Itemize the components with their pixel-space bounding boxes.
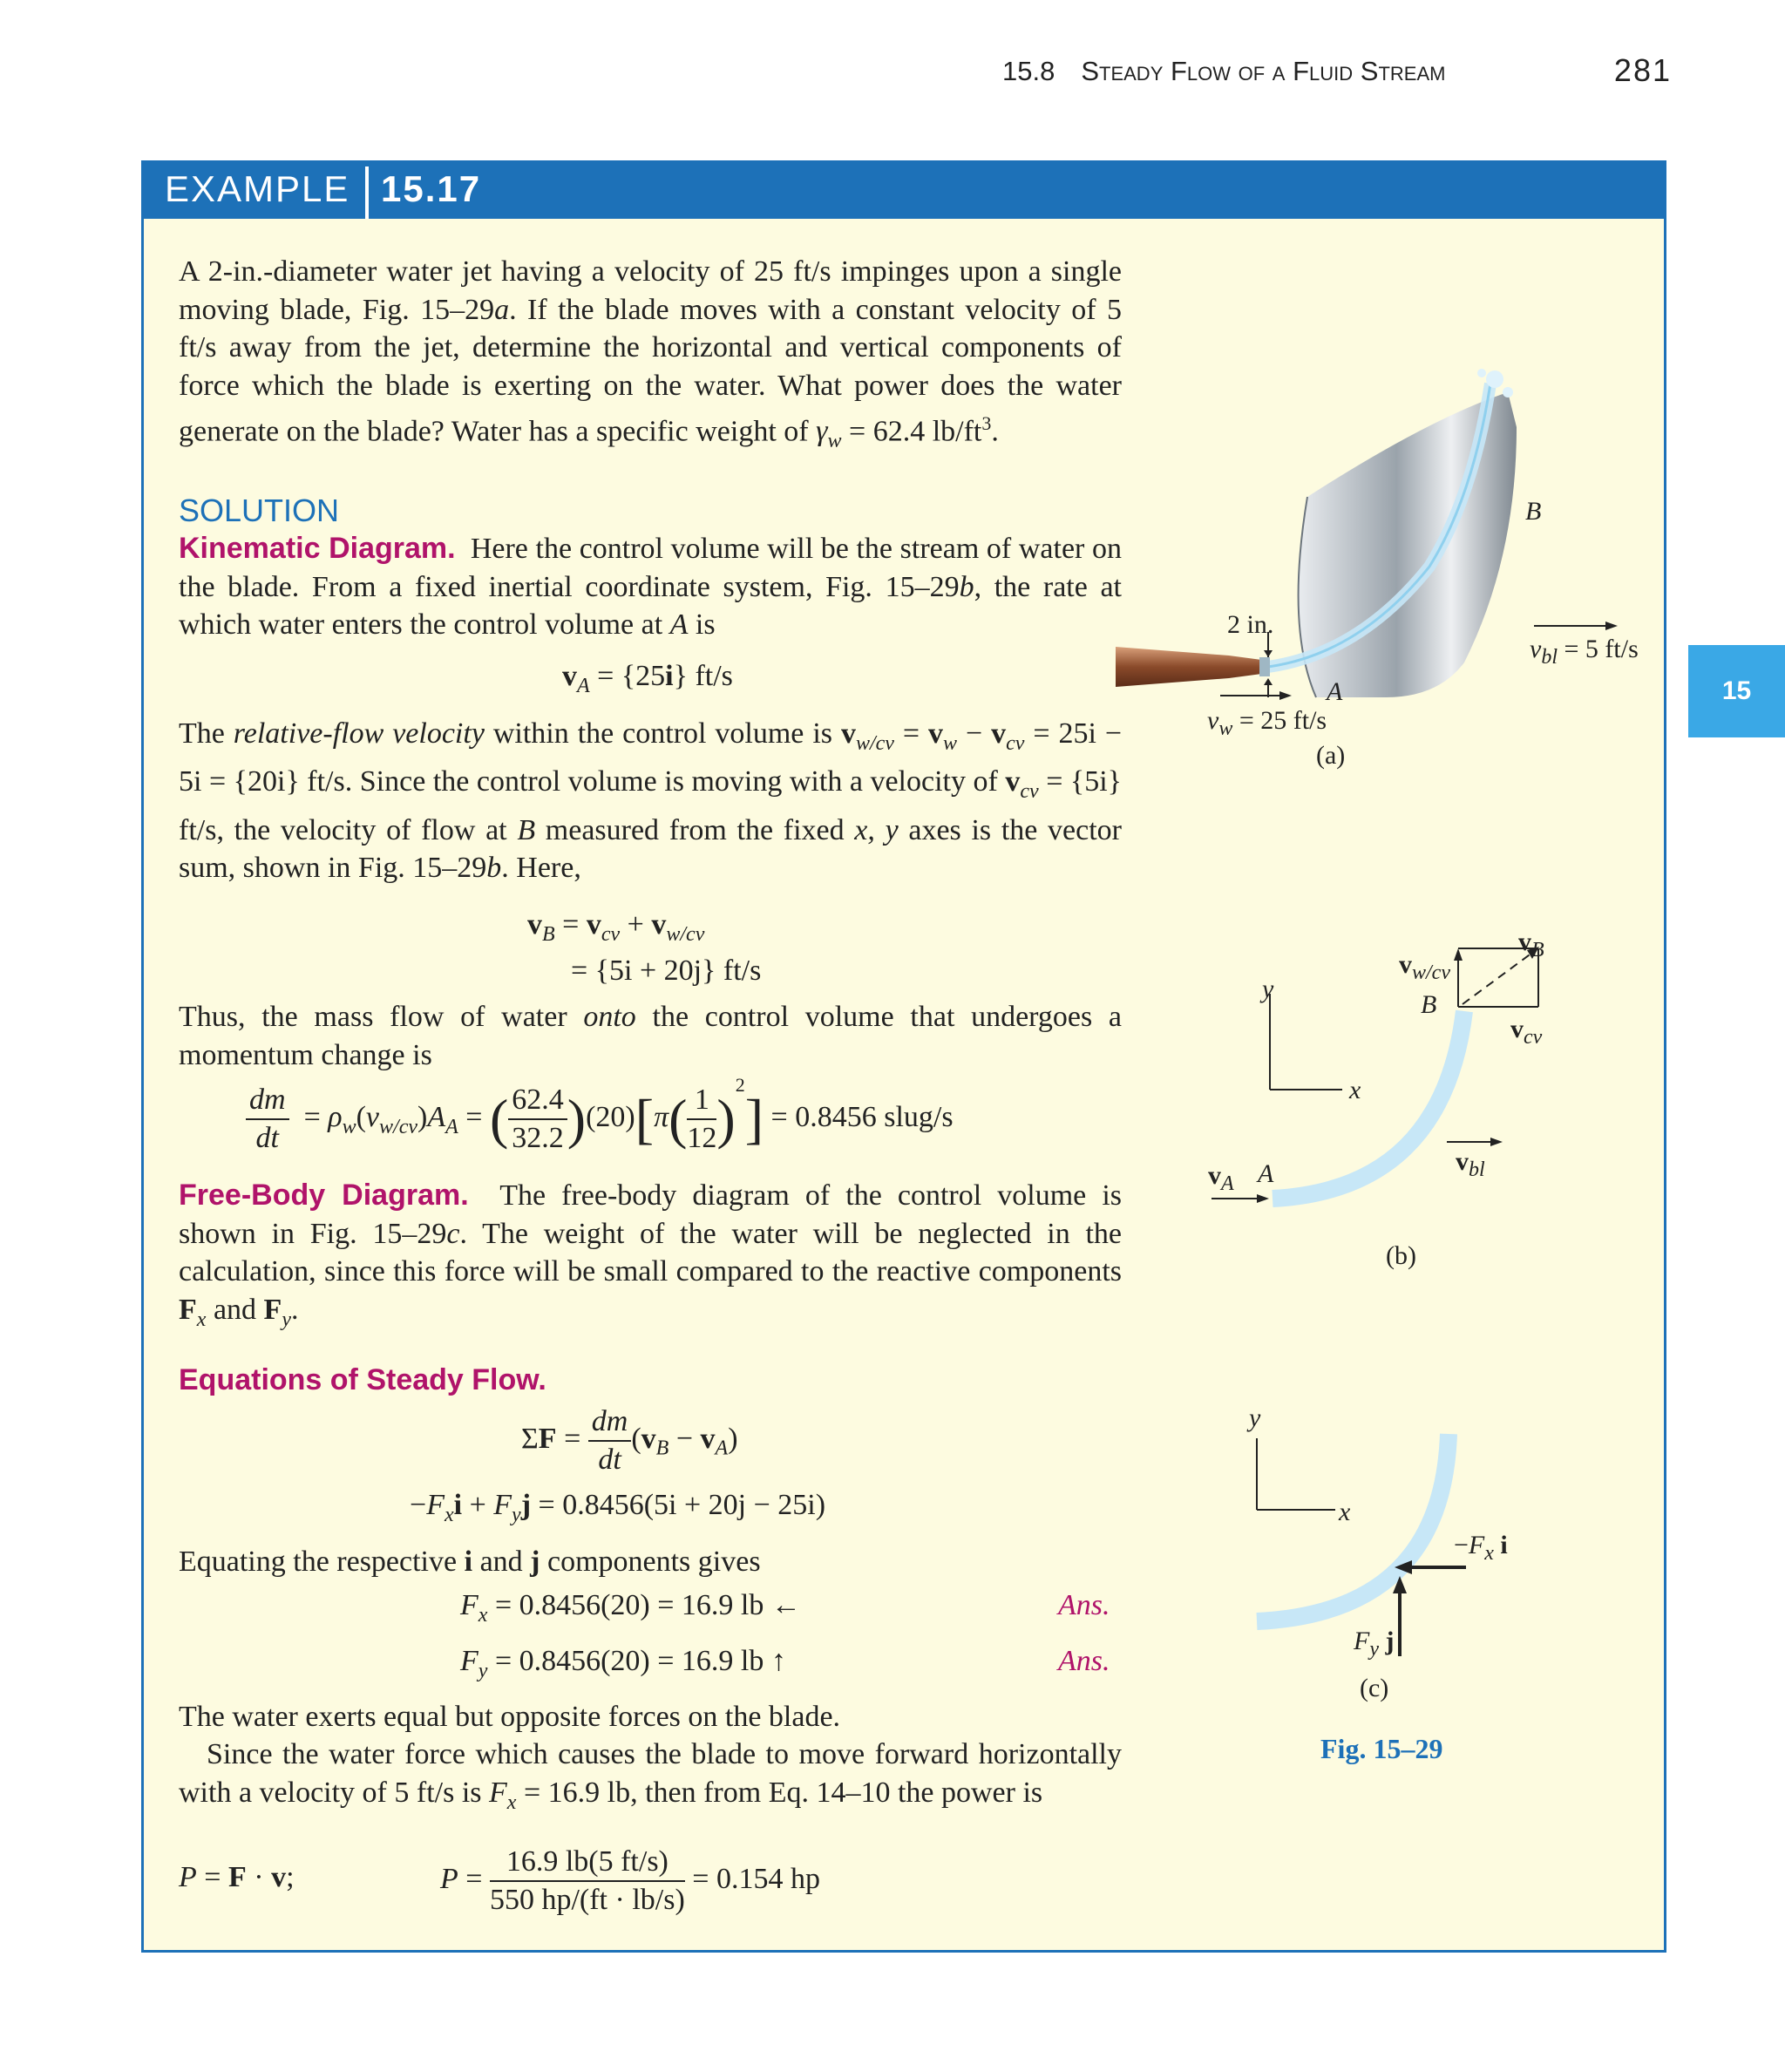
figure-b-kinematic-diagram [1203,924,1569,1238]
running-head [1002,56,1445,87]
chapter-tab: 15 [1688,645,1785,737]
figure-caption: Fig. 15–29 [1320,1733,1443,1764]
figure-c-free-body-diagram [1203,1403,1569,1665]
opposite-forces-sentence: The water exerts equal but opposite forces on the blade. [179,1701,841,1733]
blade-arc-icon [1273,1011,1464,1199]
figure-a-blade-jet [1098,366,1656,785]
section-number: 15.8 [1002,56,1055,86]
fig-b-x-label: x [1349,1076,1361,1104]
fig-b-point-a: A [1258,1159,1274,1188]
fig-b-point-b: B [1421,990,1437,1019]
fig-b-vcv-label: $v_{cv}$ [1510,1015,1543,1049]
power-paragraph: Since the water force which causes the blade to move forward horizontally with a velocity of 5 ft/s is $F_x = 16.9$ lb, then from Eq. 14–10 the power is [179,1738,1122,1814]
fig-c-y-label: y [1249,1403,1261,1432]
problem-statement: A 2-in.-diameter water jet having a velocity of 25 ft/s impinges upon a single moving blade, Fig. 15–29a. If the blade moves with a constant velocity of 5 ft/s away from the jet, determine the horizontal and vertical components of force which the blade is exerting on the water. What power does the water generate on the blade? Water has a specific weight of $\gamma_w = 62.4$ $lb/ft^3$. [179,255,1122,453]
fig-a-blade-velocity: $v_{bl} = 5$ ft/s [1530,635,1639,669]
kinematic-heading: Kinematic Diagram. [179,532,456,565]
example-header-divider [365,166,369,219]
fig-a-water-velocity: $v_w = 25$ ft/s [1207,706,1327,740]
example-label: EXAMPLE [165,168,350,209]
steady-flow-heading: Equations of Steady Flow. [179,1363,546,1396]
fig-a-point-a: A [1327,677,1343,706]
fx-answer: $F_x = 0.8456(20) = 16.9$ lb ← [460,1589,801,1627]
fy-ans-label: Ans. [1058,1645,1110,1677]
fig-c-fx-label: $-F_x$ i [1454,1531,1508,1565]
solution-label: SOLUTION [179,493,340,528]
fig-a-label: (a) [1316,741,1346,770]
mass-flow-paragraph: Thus, the mass flow of water onto the control volume that undergoes a momentum change is [179,1001,1122,1071]
nozzle-icon [1116,647,1268,687]
fig-a-diameter: 2 in. [1227,610,1274,639]
section-title: Steady Flow of a Fluid Stream [1081,56,1446,86]
fig-b-va-label: $v_A$ [1208,1161,1234,1195]
va-equation: $v_A = \{25i\}$ ft/s [562,660,733,697]
fig-c-fy-label: $F_y$ j [1354,1627,1395,1661]
fig-c-label: (c) [1360,1674,1389,1702]
fig-b-vb-label: $v_B$ [1518,927,1544,961]
fig-b-vwcv-label: $v_{w/cv}$ [1399,950,1450,984]
equating-sentence: Equating the respective i and j components gives [179,1546,761,1578]
fy-answer: $F_y = 0.8456(20) = 16.9$ lb ↑ [460,1645,786,1682]
fig-b-vbl-label: $v_{bl}$ [1456,1147,1485,1181]
free-body-paragraph: Free-Body Diagram. The free-body diagram of the control volume is shown in Fig. 15–29c. The weight of the water will be neglected in the calculation, since this force will be small compared to the reactive components $F_x$ and $F_y$. [179,1179,1122,1331]
fx-ans-label: Ans. [1058,1589,1110,1621]
example-number: 15.17 [381,168,482,209]
free-body-heading: Free-Body Diagram. [179,1179,469,1212]
power-formula: P = F · v; [179,1861,295,1893]
mass-flow-equation: $\frac{dm}{dt}$ = $\rho_w(v_{w/cv})A_A$ = ( $\frac{62.4}{32.2}$ )(20)[π( $\frac{1}{12}$ )$^2$] = 0.8456 slug/s [246,1074,954,1157]
power-equation: P = $\frac{16.9 lb(5 ft/s)}{550 hp/(ft \cdot lb/s)}$ = 0.154 hp [440,1845,820,1916]
vb-equation-2: = {5i + 20j} ft/s [571,954,762,987]
fig-b-label: (b) [1386,1241,1416,1270]
page-number: 281 [1613,52,1672,88]
relative-flow-paragraph: The relative-flow velocity within the control volume is $v_{w/cv} = v_w - v_{cv} = 25i - 5i = \{20i\}$ ft/s. Since the control volume is moving with a velocity of $v_{cv} = \{5i\}$ ft/s, the velocity of flow at B measured from the fixed x, y axes is the vector sum, shown in Fig. 15–29b. Here, [179,717,1123,885]
example-header [144,163,1664,219]
blade-arc-icon [1257,1434,1449,1621]
vb-equation-1: $v_B = v_{cv} + v_{w/cv}$ [527,908,705,946]
fig-b-y-label: y [1262,975,1274,1003]
steady-flow-equation-1: ΣF = $\frac{dm}{dt}$ $(v_B - v_A)$ [521,1405,738,1476]
fig-c-x-label: x [1339,1498,1351,1526]
fig-a-point-b: B [1525,497,1542,526]
steady-flow-equation-2: $-F_xi + F_yj = 0.8456(5i + 20j - 25i)$ [410,1489,826,1526]
kinematic-paragraph: Kinematic Diagram. Here the control volume will be the stream of water on the blade. From a fixed inertial coordinate system, Fig. 15–29b, the rate at which water enters the control volume at A is [179,532,1123,641]
